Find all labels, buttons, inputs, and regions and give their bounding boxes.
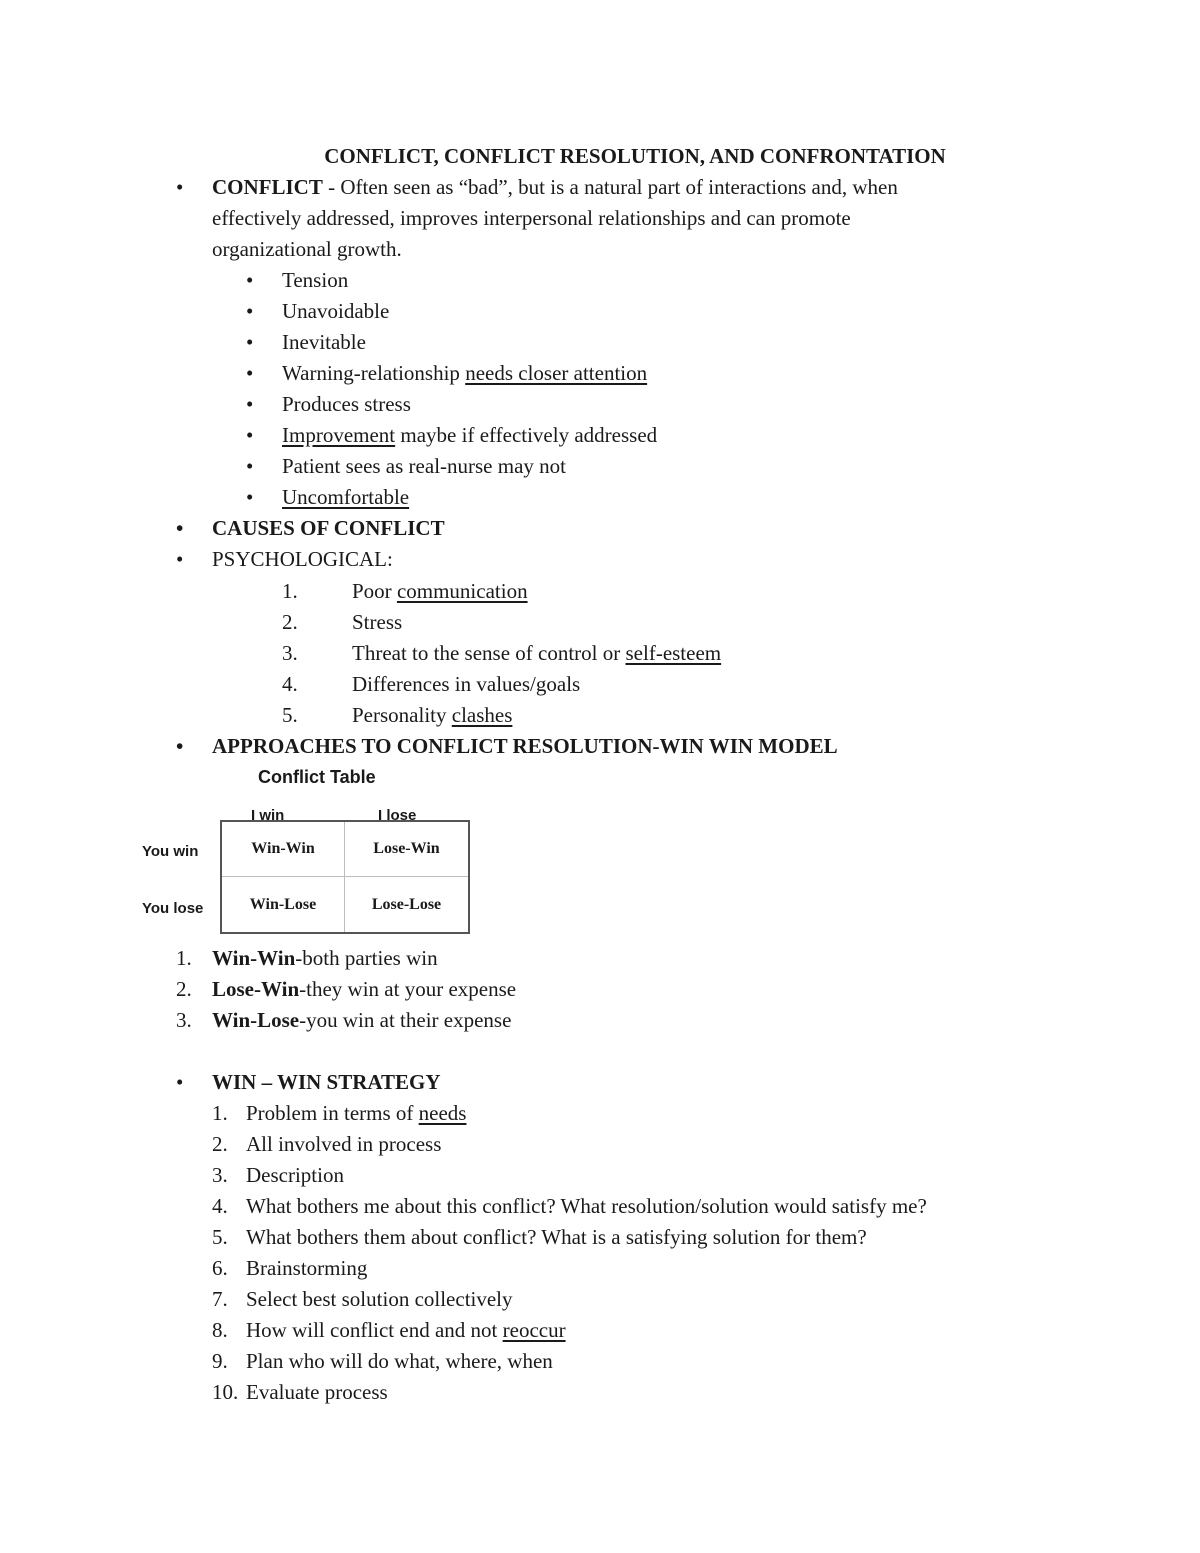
conflict-table-title: Conflict Table (258, 767, 376, 787)
list-item-improvement (282, 420, 657, 451)
list-item-patient: Patient sees as real-nurse may not (282, 454, 566, 478)
strategy-heading: WIN – WIN STRATEGY (212, 1070, 441, 1094)
approaches-heading: APPROACHES TO CONFLICT RESOLUTION-WIN WIN MODEL (212, 734, 838, 758)
model-item-win-lose (212, 1005, 511, 1036)
strategy-step-10: Evaluate process (246, 1380, 388, 1404)
bullet: • (176, 1070, 184, 1094)
model-term: Lose-Win (212, 977, 300, 1001)
cause-item-1 (352, 576, 528, 607)
causes-heading: CAUSES OF CONFLICT (212, 516, 445, 540)
list-number: 1. (176, 946, 192, 970)
strategy-step-9: Plan who will do what, where, when (246, 1349, 553, 1373)
document-title: CONFLICT, CONFLICT RESOLUTION, AND CONFRONTATION (324, 144, 946, 168)
conflict-term: CONFLICT (212, 175, 323, 199)
warning-underlined: needs closer attention (465, 361, 648, 385)
model-desc: -both parties win (295, 946, 438, 970)
bullet: • (176, 175, 184, 199)
cause-item-4: Differences in values/goals (352, 672, 581, 696)
bullet: • (246, 485, 254, 509)
strategy-step-6: Brainstorming (246, 1256, 368, 1280)
list-number: 5. (282, 703, 298, 727)
list-number: 2. (176, 977, 192, 1001)
strategy-step-3: Description (246, 1163, 344, 1187)
list-number: 1. (282, 579, 298, 603)
uncomfortable-underlined: Uncomfortable (282, 485, 410, 509)
cause-item-3 (352, 638, 721, 669)
strategy-step-5: What bothers them about conflict? What is a satisfying solution for them? (246, 1225, 867, 1249)
row-label-you-win: You win (142, 843, 199, 860)
bullet: • (246, 454, 254, 478)
list-item-inevitable: Inevitable (282, 330, 366, 354)
psychological-label: PSYCHOLOGICAL: (212, 547, 393, 571)
bullet: • (246, 330, 254, 354)
strategy-step-4: What bothers me about this conflict? What resolution/solution would satisfy me? (246, 1194, 927, 1218)
list-number: 5. (212, 1225, 228, 1249)
cause-underlined: clashes (451, 703, 513, 727)
cell-win-win: Win-Win (222, 822, 345, 877)
list-number: 9. (212, 1349, 228, 1373)
list-number: 3. (282, 641, 298, 665)
conflict-definition-line-2: effectively addressed, improves interpersonal relationships and can promote (212, 206, 851, 230)
cell-lose-win: Lose-Win (345, 822, 468, 877)
list-item-unavoidable: Unavoidable (282, 299, 390, 323)
column-label-i-win: I win (251, 807, 285, 824)
list-item-uncomfortable (282, 482, 409, 513)
column-label-i-lose: I lose (378, 807, 417, 824)
list-number: 2. (282, 610, 298, 634)
strategy-step-8 (246, 1315, 566, 1346)
bullet: • (246, 392, 254, 416)
cell-lose-lose: Lose-Lose (371, 895, 442, 913)
step-text: How will conflict end and not (246, 1318, 503, 1342)
step-text: Problem in terms of (246, 1101, 419, 1125)
step-underlined: needs (418, 1101, 467, 1125)
bullet: • (176, 516, 184, 540)
list-number: 3. (212, 1163, 228, 1187)
list-number: 7. (212, 1287, 228, 1311)
bullet: • (176, 734, 184, 758)
strategy-step-7: Select best solution collectively (246, 1287, 513, 1311)
list-item-warning (282, 358, 647, 389)
cause-text: Personality (352, 703, 452, 727)
warning-text: Warning-relationship (282, 361, 466, 385)
model-desc: -you win at their expense (299, 1008, 512, 1032)
list-number: 4. (212, 1194, 228, 1218)
bullet: • (246, 361, 254, 385)
list-item-stress: Produces stress (282, 392, 411, 416)
conflict-definition-text: - Often seen as “bad”, but is a natural part of interactions and, when (322, 175, 898, 199)
model-term: Win-Lose (212, 1008, 300, 1032)
list-number: 1. (212, 1101, 228, 1125)
bullet: • (246, 299, 254, 323)
list-number: 10. (212, 1380, 239, 1404)
conflict-definition-line-3: organizational growth. (212, 237, 402, 261)
model-desc: -they win at your expense (299, 977, 517, 1001)
bullet: • (176, 547, 184, 571)
model-item-lose-win (212, 974, 516, 1005)
cause-item-5 (352, 700, 512, 731)
cell-win-lose: Win-Lose (222, 877, 345, 932)
model-item-win-win (212, 943, 438, 974)
strategy-step-1 (246, 1098, 466, 1129)
step-underlined: reoccur (502, 1318, 566, 1342)
row-label-you-lose: You lose (142, 900, 204, 917)
list-number: 4. (282, 672, 298, 696)
improvement-text: maybe if effectively addressed (395, 423, 658, 447)
conflict-table-grid (220, 820, 470, 934)
bullet: • (246, 268, 254, 292)
model-term: Win-Win (212, 946, 296, 970)
improvement-underlined: Improvement (282, 423, 396, 447)
list-number: 2. (212, 1132, 228, 1156)
conflict-definition-line-1 (212, 172, 898, 203)
list-number: 8. (212, 1318, 228, 1342)
cause-underlined: self-esteem (625, 641, 722, 665)
list-item-tension: Tension (282, 268, 349, 292)
strategy-step-2: All involved in process (246, 1132, 442, 1156)
cause-underlined: communication (396, 579, 528, 603)
cause-text: Poor (352, 579, 397, 603)
cause-item-2: Stress (352, 610, 403, 634)
bullet: • (246, 423, 254, 447)
list-number: 6. (212, 1256, 228, 1280)
cause-text: Threat to the sense of control or (352, 641, 626, 665)
list-number: 3. (176, 1008, 192, 1032)
